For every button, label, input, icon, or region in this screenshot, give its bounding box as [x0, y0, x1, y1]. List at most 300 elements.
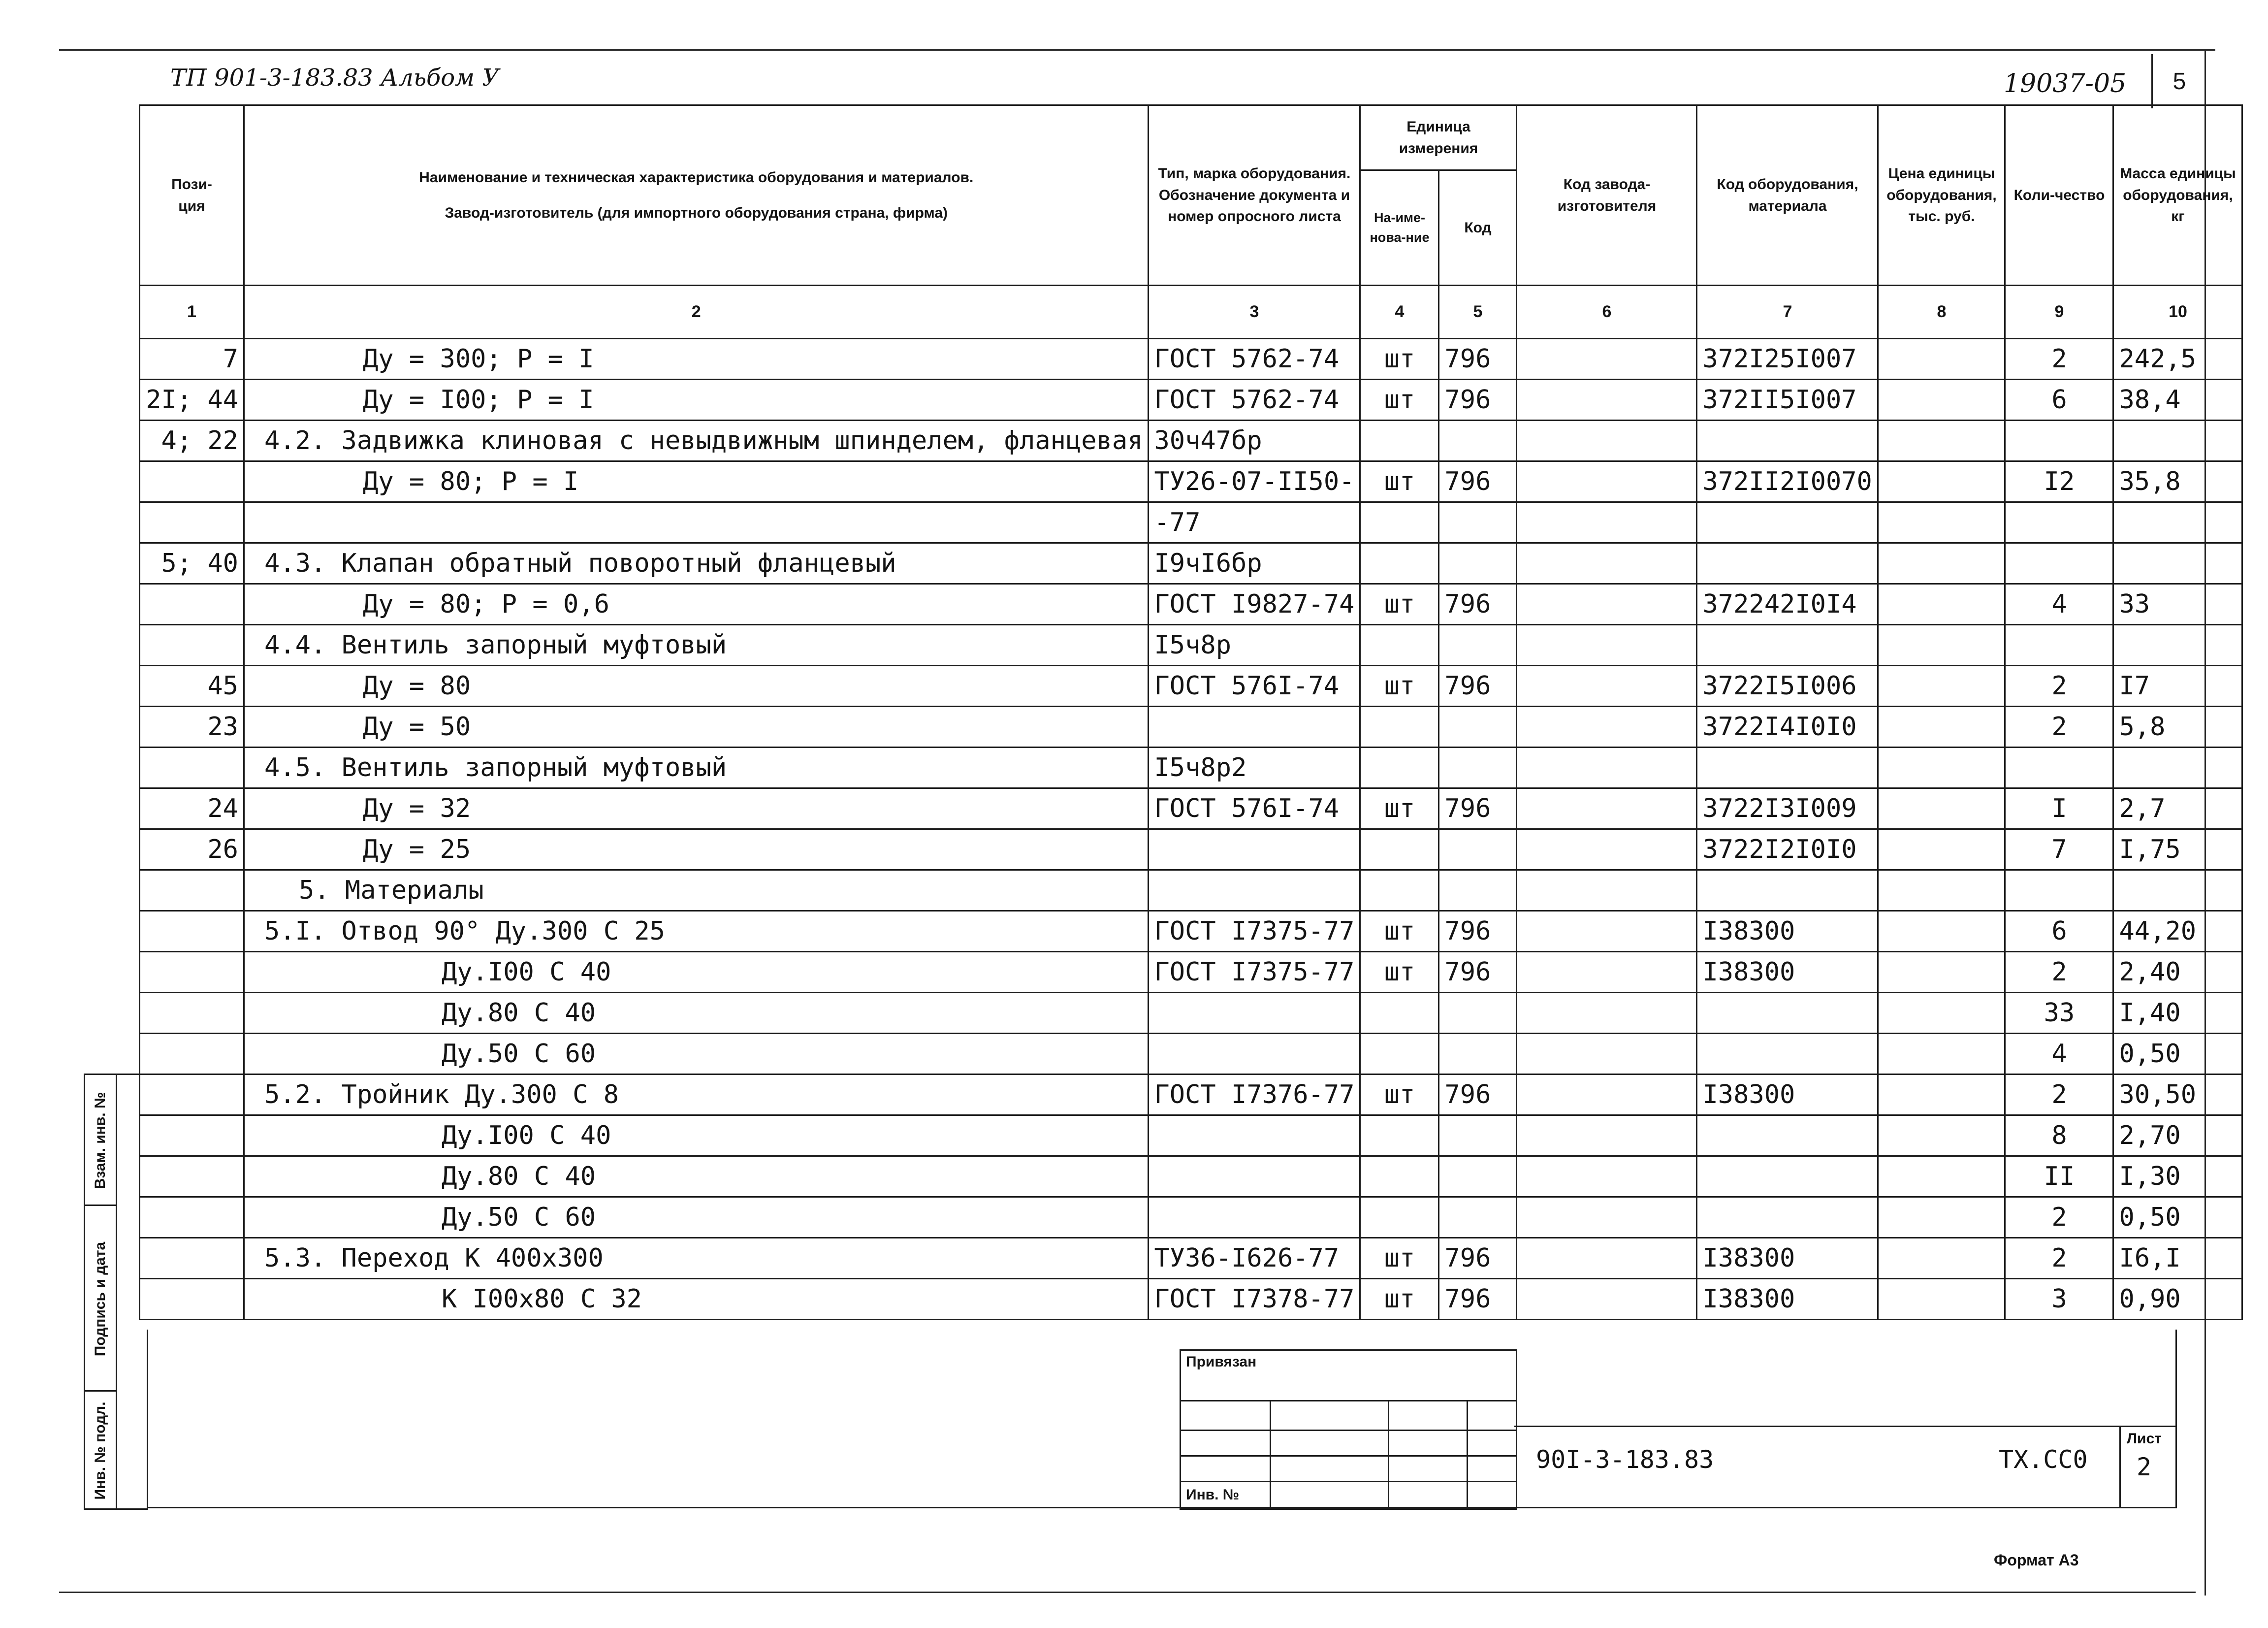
cell-price	[1878, 748, 2005, 788]
cell-type: I5ч8р	[1149, 625, 1360, 666]
header-maker-code: Код завода-изготовителя	[1517, 105, 1697, 286]
cell-name: Ду.50 С 60	[244, 1034, 1149, 1074]
cell-unit-code: 796	[1439, 380, 1517, 421]
cell-mass: I,75	[2113, 829, 2242, 870]
cell-price	[1878, 421, 2005, 461]
cell-equipment-code: I38300	[1697, 1279, 1878, 1320]
cell-mass: I,30	[2113, 1156, 2242, 1197]
cell-position	[140, 1279, 244, 1320]
cell-maker-code	[1517, 502, 1697, 543]
cell-quantity	[2005, 502, 2113, 543]
cell-mass: 2,40	[2113, 952, 2242, 993]
cell-position	[140, 870, 244, 911]
cell-price	[1878, 625, 2005, 666]
cell-maker-code	[1517, 421, 1697, 461]
cell-position: 45	[140, 666, 244, 707]
cell-maker-code	[1517, 1115, 1697, 1156]
cell-mass	[2113, 625, 2242, 666]
table-row	[140, 993, 2242, 1034]
cell-position	[140, 993, 244, 1034]
cell-maker-code	[1517, 829, 1697, 870]
cell-price	[1878, 1074, 2005, 1115]
cell-mass	[2113, 421, 2242, 461]
album-code: 19037-05	[2004, 69, 2127, 98]
cell-unit-code	[1439, 625, 1517, 666]
cell-name: Ду = I00; Р = I	[244, 380, 1149, 421]
header-unit-code: Код	[1439, 170, 1517, 286]
cell-quantity: II	[2005, 1156, 2113, 1197]
cell-position: 4; 22	[140, 421, 244, 461]
cell-equipment-code	[1697, 993, 1878, 1034]
cell-equipment-code	[1697, 870, 1878, 911]
cell-maker-code	[1517, 1156, 1697, 1197]
cell-position	[140, 1156, 244, 1197]
table-row	[140, 1074, 2242, 1115]
cell-position: 26	[140, 829, 244, 870]
column-number: 1	[140, 286, 244, 339]
cell-unit-code: 796	[1439, 911, 1517, 952]
cell-quantity: I	[2005, 788, 2113, 829]
cell-type	[1149, 993, 1360, 1034]
cell-quantity	[2005, 748, 2113, 788]
cell-unit-name: шт	[1360, 339, 1439, 380]
cell-mass: 242,5	[2113, 339, 2242, 380]
table-row	[140, 1156, 2242, 1197]
cell-price	[1878, 380, 2005, 421]
table-row	[140, 748, 2242, 788]
title-block-frame	[147, 1330, 2177, 1508]
cell-quantity: 2	[2005, 952, 2113, 993]
cell-name: 4.3. Клапан обратный поворотный фланцевый	[244, 543, 1149, 584]
cell-price	[1878, 788, 2005, 829]
cell-name: 4.4. Вентиль запорный муфтовый	[244, 625, 1149, 666]
cell-maker-code	[1517, 339, 1697, 380]
cell-quantity: 8	[2005, 1115, 2113, 1156]
table-row	[140, 1034, 2242, 1074]
cell-price	[1878, 952, 2005, 993]
table-row	[140, 1279, 2242, 1320]
cell-name: Ду.50 С 60	[244, 1197, 1149, 1238]
cell-type	[1149, 870, 1360, 911]
cell-equipment-code	[1697, 1115, 1878, 1156]
header-name: Наименование и техническая характеристика оборудования и материалов. Завод-изготовитель (для импортного оборудования страна, фирма)	[244, 105, 1149, 286]
cell-equipment-code	[1697, 1156, 1878, 1197]
cell-name: 5.I. Отвод 90° Ду.300 С 25	[244, 911, 1149, 952]
cell-unit-name	[1360, 543, 1439, 584]
sheet-label: Лист	[2127, 1431, 2162, 1447]
cell-unit-name	[1360, 1197, 1439, 1238]
cell-mass	[2113, 543, 2242, 584]
cell-position: 5; 40	[140, 543, 244, 584]
cell-unit-name: шт	[1360, 584, 1439, 625]
cell-quantity: 4	[2005, 584, 2113, 625]
table-row	[140, 707, 2242, 748]
cell-quantity: 7	[2005, 829, 2113, 870]
cell-maker-code	[1517, 380, 1697, 421]
cell-type	[1149, 1115, 1360, 1156]
cell-unit-name: шт	[1360, 911, 1439, 952]
cell-position	[140, 1115, 244, 1156]
cell-unit-name	[1360, 625, 1439, 666]
cell-equipment-code: I38300	[1697, 952, 1878, 993]
table-row	[140, 625, 2242, 666]
cell-position	[140, 952, 244, 993]
cell-position	[140, 625, 244, 666]
header-unit-name: На-име-нова-ние	[1360, 170, 1439, 286]
cell-price	[1878, 911, 2005, 952]
cell-unit-code	[1439, 707, 1517, 748]
cell-unit-code: 796	[1439, 952, 1517, 993]
column-number: 3	[1149, 286, 1360, 339]
cell-equipment-code: 3722I5I006	[1697, 666, 1878, 707]
document-code: 90I-3-183.83	[1536, 1445, 1714, 1474]
cell-quantity: 2	[2005, 666, 2113, 707]
cell-maker-code	[1517, 788, 1697, 829]
cell-type: I9чI6бр	[1149, 543, 1360, 584]
cell-mass: I,40	[2113, 993, 2242, 1034]
column-number: 7	[1697, 286, 1878, 339]
cell-quantity	[2005, 625, 2113, 666]
cell-mass: 0,50	[2113, 1197, 2242, 1238]
cell-unit-code	[1439, 993, 1517, 1034]
cell-mass	[2113, 748, 2242, 788]
cell-price	[1878, 339, 2005, 380]
cell-mass: 2,7	[2113, 788, 2242, 829]
cell-price	[1878, 543, 2005, 584]
table-row	[140, 584, 2242, 625]
cell-unit-name	[1360, 502, 1439, 543]
header-price: Цена единицы оборудования, тыс. руб.	[1878, 105, 2005, 286]
column-number-row	[140, 286, 2242, 339]
cell-position	[140, 748, 244, 788]
cell-maker-code	[1517, 748, 1697, 788]
cell-maker-code	[1517, 1034, 1697, 1074]
cell-price	[1878, 1238, 2005, 1279]
cell-equipment-code: I38300	[1697, 1238, 1878, 1279]
cell-unit-code	[1439, 1197, 1517, 1238]
cell-type	[1149, 1156, 1360, 1197]
cell-mass: I7	[2113, 666, 2242, 707]
cell-unit-code: 796	[1439, 1074, 1517, 1115]
cell-type: ГОСТ I7375-77	[1149, 952, 1360, 993]
cell-name: Ду = 80; Р = 0,6	[244, 584, 1149, 625]
header-quantity: Коли-чество	[2005, 105, 2113, 286]
cell-position: 24	[140, 788, 244, 829]
cell-quantity: 33	[2005, 993, 2113, 1034]
cell-type: ГОСТ 576I-74	[1149, 788, 1360, 829]
cell-quantity	[2005, 870, 2113, 911]
document-mark: ТХ.СС0	[1999, 1445, 2088, 1474]
cell-quantity: 3	[2005, 1279, 2113, 1320]
cell-unit-code: 796	[1439, 1279, 1517, 1320]
cell-name: 5.2. Тройник Ду.300 С 8	[244, 1074, 1149, 1115]
cell-quantity: 2	[2005, 707, 2113, 748]
table-row	[140, 339, 2242, 380]
cell-mass: 0,50	[2113, 1034, 2242, 1074]
table-row	[140, 1238, 2242, 1279]
cell-unit-code: 796	[1439, 584, 1517, 625]
table-row	[140, 380, 2242, 421]
cell-type: ТУ26-07-II50-	[1149, 461, 1360, 502]
cell-price	[1878, 1279, 2005, 1320]
cell-mass: 0,90	[2113, 1279, 2242, 1320]
cell-unit-code: 796	[1439, 461, 1517, 502]
column-number: 5	[1439, 286, 1517, 339]
table-row	[140, 666, 2242, 707]
cell-unit-code	[1439, 502, 1517, 543]
cell-equipment-code: 3722I3I009	[1697, 788, 1878, 829]
cell-type: ГОСТ I7376-77	[1149, 1074, 1360, 1115]
cell-maker-code	[1517, 911, 1697, 952]
cell-type: ГОСТ 5762-74	[1149, 339, 1360, 380]
cell-equipment-code: 3722I4I0I0	[1697, 707, 1878, 748]
cell-equipment-code: 372I25I007	[1697, 339, 1878, 380]
cell-quantity: I2	[2005, 461, 2113, 502]
bottom-border-line	[59, 1592, 2196, 1593]
cell-type: ГОСТ 5762-74	[1149, 380, 1360, 421]
cell-name: Ду = 80	[244, 666, 1149, 707]
cell-mass: 35,8	[2113, 461, 2242, 502]
cell-mass: 2,70	[2113, 1115, 2242, 1156]
cell-position	[140, 1197, 244, 1238]
table-row	[140, 829, 2242, 870]
cell-mass: 38,4	[2113, 380, 2242, 421]
cell-name: Ду = 32	[244, 788, 1149, 829]
cell-price	[1878, 1197, 2005, 1238]
column-number: 6	[1517, 286, 1697, 339]
cell-maker-code	[1517, 461, 1697, 502]
cell-unit-code	[1439, 1115, 1517, 1156]
cell-price	[1878, 829, 2005, 870]
cell-unit-name: шт	[1360, 666, 1439, 707]
cell-unit-code	[1439, 543, 1517, 584]
cell-type: ГОСТ I7378-77	[1149, 1279, 1360, 1320]
cell-type: 30ч47бр	[1149, 421, 1360, 461]
cell-maker-code	[1517, 666, 1697, 707]
column-number: 2	[244, 286, 1149, 339]
cell-price	[1878, 502, 2005, 543]
cell-position: 23	[140, 707, 244, 748]
cell-unit-name	[1360, 421, 1439, 461]
cell-equipment-code	[1697, 543, 1878, 584]
header-position: Пози- ция	[140, 105, 244, 286]
cell-position	[140, 1074, 244, 1115]
table-row	[140, 461, 2242, 502]
cell-unit-name: шт	[1360, 380, 1439, 421]
cell-quantity: 6	[2005, 380, 2113, 421]
cell-price	[1878, 707, 2005, 748]
cell-name: 4.5. Вентиль запорный муфтовый	[244, 748, 1149, 788]
cell-position: 7	[140, 339, 244, 380]
cell-equipment-code	[1697, 502, 1878, 543]
cell-unit-name: шт	[1360, 952, 1439, 993]
table-row	[140, 543, 2242, 584]
cell-type	[1149, 1197, 1360, 1238]
cell-price	[1878, 461, 2005, 502]
cell-unit-name	[1360, 1115, 1439, 1156]
cell-mass: 5,8	[2113, 707, 2242, 748]
cell-equipment-code	[1697, 1197, 1878, 1238]
header-type: Тип, марка оборудования. Обозначение документа и номер опросного листа	[1149, 105, 1360, 286]
cell-name: Ду.I00 С 40	[244, 1115, 1149, 1156]
column-number: 8	[1878, 286, 2005, 339]
table-body	[140, 339, 2242, 1320]
column-number: 9	[2005, 286, 2113, 339]
binding-stamp	[1180, 1349, 1517, 1510]
cell-type: I5ч8р2	[1149, 748, 1360, 788]
sheet-number: 5	[2151, 54, 2206, 108]
table-row	[140, 502, 2242, 543]
cell-name: Ду.I00 С 40	[244, 952, 1149, 993]
cell-maker-code	[1517, 870, 1697, 911]
cell-maker-code	[1517, 952, 1697, 993]
cell-name: К I00х80 С 32	[244, 1279, 1149, 1320]
cell-name: 5.3. Переход К 400х300	[244, 1238, 1149, 1279]
cell-equipment-code: 372II5I007	[1697, 380, 1878, 421]
header-unit-group: Единица измерения	[1360, 105, 1517, 170]
cell-unit-name	[1360, 993, 1439, 1034]
cell-unit-name: шт	[1360, 788, 1439, 829]
cell-name: 4.2. Задвижка клиновая с невыдвижным шпинделем, фланцевая	[244, 421, 1149, 461]
cell-type: -77	[1149, 502, 1360, 543]
cell-maker-code	[1517, 584, 1697, 625]
table-row	[140, 421, 2242, 461]
cell-equipment-code	[1697, 748, 1878, 788]
cell-name: Ду = 50	[244, 707, 1149, 748]
cell-name: 5. Материалы	[244, 870, 1149, 911]
header-mass: Масса единицы оборудования, кг	[2113, 105, 2242, 286]
cell-maker-code	[1517, 1074, 1697, 1115]
inv-label: Инв. №	[1186, 1487, 1240, 1503]
cell-mass: 30,50	[2113, 1074, 2242, 1115]
cell-unit-code	[1439, 870, 1517, 911]
cell-unit-code: 796	[1439, 339, 1517, 380]
cell-position	[140, 1034, 244, 1074]
cell-unit-code	[1439, 421, 1517, 461]
cell-type: ГОСТ I7375-77	[1149, 911, 1360, 952]
cell-unit-name: шт	[1360, 1238, 1439, 1279]
cell-name: Ду.80 С 40	[244, 1156, 1149, 1197]
cell-price	[1878, 870, 2005, 911]
column-number: 10	[2113, 286, 2242, 339]
cell-price	[1878, 666, 2005, 707]
cell-unit-name	[1360, 1034, 1439, 1074]
cell-price	[1878, 993, 2005, 1034]
cell-maker-code	[1517, 1197, 1697, 1238]
cell-name: Ду = 80; Р = I	[244, 461, 1149, 502]
cell-position: 2I; 44	[140, 380, 244, 421]
table-row	[140, 788, 2242, 829]
cell-mass: I6,I	[2113, 1238, 2242, 1279]
cell-unit-code: 796	[1439, 1238, 1517, 1279]
cell-quantity	[2005, 421, 2113, 461]
cell-unit-code	[1439, 1034, 1517, 1074]
cell-name: Ду = 25	[244, 829, 1149, 870]
cell-mass	[2113, 870, 2242, 911]
cell-quantity	[2005, 543, 2113, 584]
cell-position	[140, 461, 244, 502]
cell-equipment-code	[1697, 1034, 1878, 1074]
cell-unit-name	[1360, 1156, 1439, 1197]
table-row	[140, 952, 2242, 993]
bound-label: Привязан	[1186, 1354, 1257, 1370]
cell-name: Ду = 300; Р = I	[244, 339, 1149, 380]
cell-quantity: 2	[2005, 1197, 2113, 1238]
cell-type	[1149, 707, 1360, 748]
cell-maker-code	[1517, 625, 1697, 666]
cell-type	[1149, 829, 1360, 870]
cell-quantity: 4	[2005, 1034, 2113, 1074]
cell-price	[1878, 584, 2005, 625]
cell-equipment-code	[1697, 421, 1878, 461]
cell-equipment-code: I38300	[1697, 1074, 1878, 1115]
cell-mass: 44,20	[2113, 911, 2242, 952]
table-row	[140, 1115, 2242, 1156]
side-cell-signature-date: Подпись и дата	[85, 1205, 116, 1392]
cell-position	[140, 1238, 244, 1279]
cell-equipment-code: I38300	[1697, 911, 1878, 952]
cell-price	[1878, 1115, 2005, 1156]
cell-quantity: 2	[2005, 1238, 2113, 1279]
cell-quantity: 2	[2005, 339, 2113, 380]
cell-maker-code	[1517, 993, 1697, 1034]
cell-unit-code: 796	[1439, 666, 1517, 707]
equipment-table	[139, 104, 2243, 1320]
cell-unit-name: шт	[1360, 461, 1439, 502]
cell-unit-name	[1360, 870, 1439, 911]
header-equipment-code: Код оборудования, материала	[1697, 105, 1878, 286]
cell-type	[1149, 1034, 1360, 1074]
cell-unit-name	[1360, 748, 1439, 788]
cell-name	[244, 502, 1149, 543]
cell-quantity: 6	[2005, 911, 2113, 952]
table-row	[140, 911, 2242, 952]
cell-unit-name	[1360, 829, 1439, 870]
cell-maker-code	[1517, 1279, 1697, 1320]
table-row	[140, 870, 2242, 911]
cell-quantity: 2	[2005, 1074, 2113, 1115]
cell-type: ТУ36-I626-77	[1149, 1238, 1360, 1279]
cell-unit-code	[1439, 829, 1517, 870]
cell-unit-code	[1439, 1156, 1517, 1197]
cell-equipment-code: 3722I2I0I0	[1697, 829, 1878, 870]
cell-maker-code	[1517, 1238, 1697, 1279]
cell-mass	[2113, 502, 2242, 543]
cell-unit-name	[1360, 707, 1439, 748]
cell-unit-code: 796	[1439, 788, 1517, 829]
cell-name: Ду.80 С 40	[244, 993, 1149, 1034]
side-stamp-strip	[84, 1074, 148, 1510]
side-cell-original-inv: Инв. № подл.	[85, 1390, 116, 1510]
cell-unit-name: шт	[1360, 1074, 1439, 1115]
cell-position	[140, 911, 244, 952]
cell-equipment-code: 372II2I0070	[1697, 461, 1878, 502]
cell-maker-code	[1517, 543, 1697, 584]
cell-price	[1878, 1034, 2005, 1074]
sheet-number-footer: 2	[2137, 1453, 2152, 1481]
table-row	[140, 1197, 2242, 1238]
cell-type: ГОСТ I9827-74	[1149, 584, 1360, 625]
cell-type: ГОСТ 576I-74	[1149, 666, 1360, 707]
side-cell-replacement-inv: Взам. инв. №	[85, 1074, 116, 1206]
cell-equipment-code	[1697, 625, 1878, 666]
format-label: Формат А3	[1994, 1551, 2079, 1569]
cell-mass: 33	[2113, 584, 2242, 625]
cell-maker-code	[1517, 707, 1697, 748]
top-border-line	[59, 49, 2215, 51]
column-number: 4	[1360, 286, 1439, 339]
cell-price	[1878, 1156, 2005, 1197]
